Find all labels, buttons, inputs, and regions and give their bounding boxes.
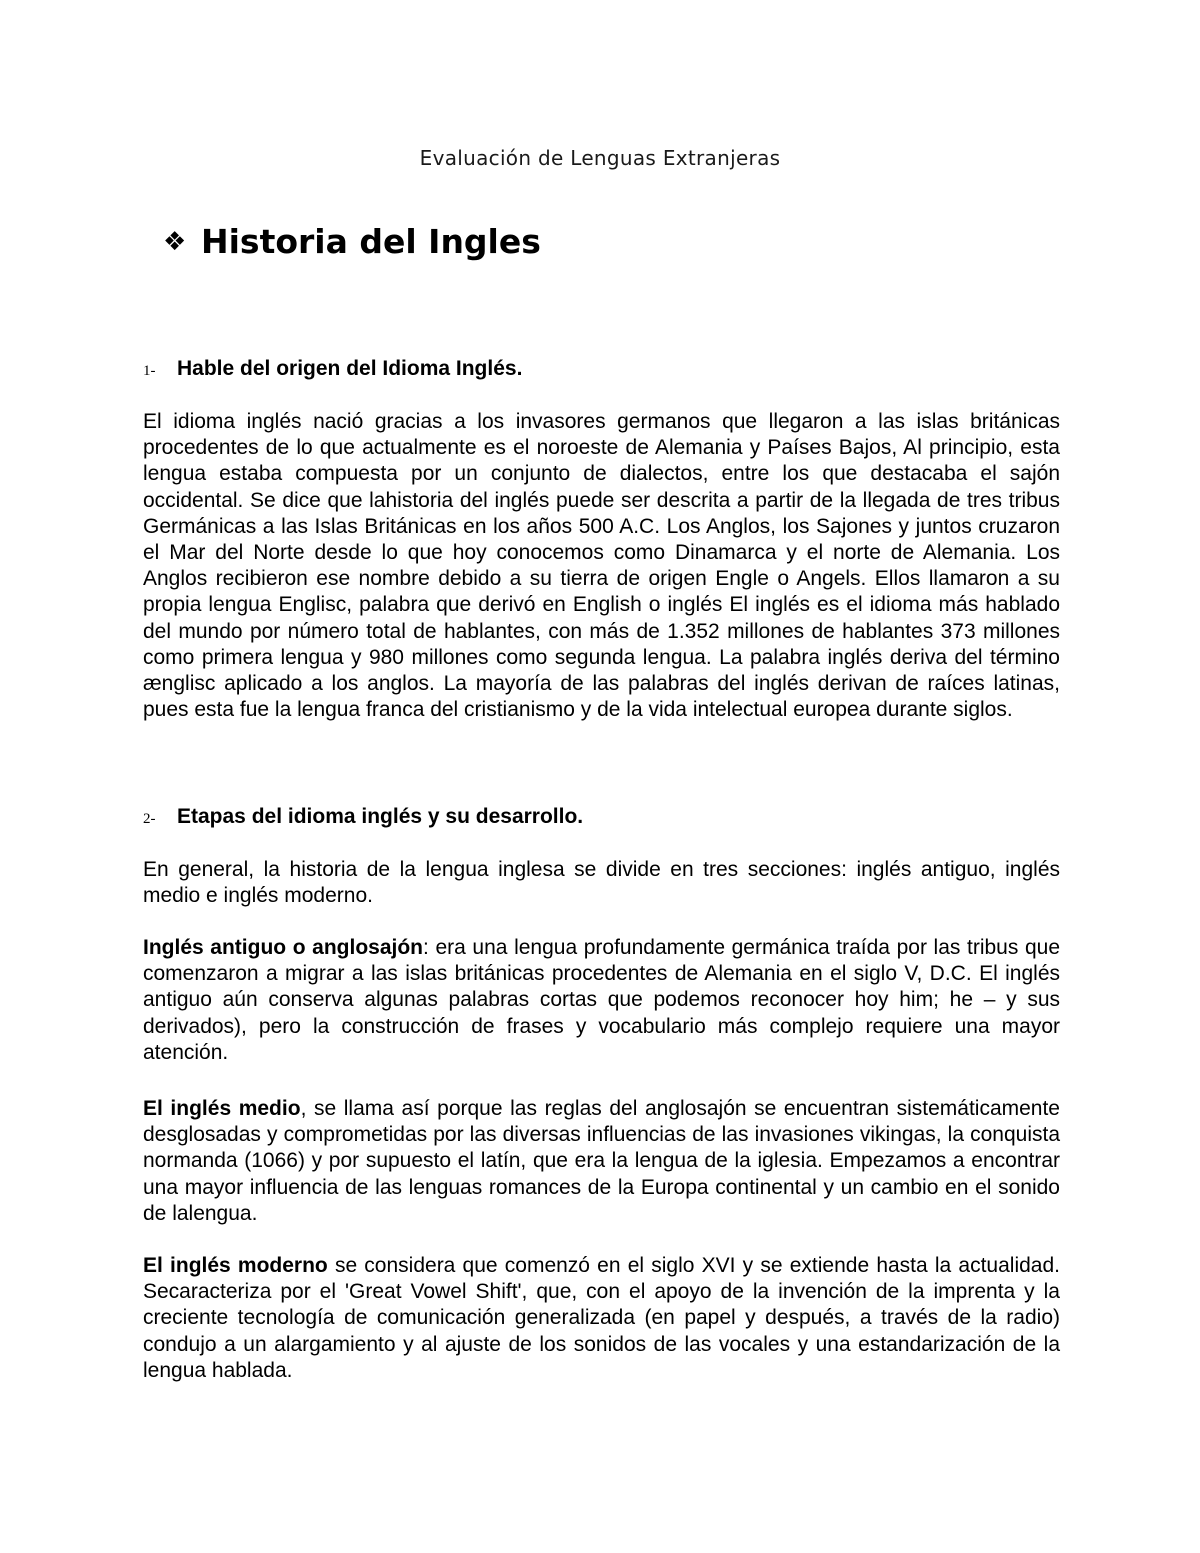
ingles-antiguo-lead: Inglés antiguo o anglosajón — [143, 936, 424, 959]
main-heading — [163, 222, 541, 261]
section-1-number: 1- — [143, 363, 156, 379]
ingles-moderno-text: se considera que comenzó en el siglo XVI y se extiende hasta la actualidad. Secaracteriza por el 'Great Vowel Shift', que, con el apoyo de la invención de la imprenta y la creciente tecnología de comunicación generalizada (en papel y después, a través de la radio) condujo a un alargamiento y al ajuste de los sonidos de las vocales y una estandarización de la lengua hablada. — [143, 1254, 1060, 1382]
section-1-paragraph: El idioma inglés nació gracias a los invasores germanos que llegaron a las islas británicas procedentes de lo que actualmente es el noroeste de Alemania y Países Bajos, Al principio, esta lengua estaba compuesta por un conjunto de dialectos, entre los que destacaba el sajón occidental. Se dice que lahistoria del inglés puede ser descrita a partir de la llegada de tres tribus Germánicas a las Islas Británicas en los años 500 A.C. Los Anglos, los Sajones y juntos cruzaron el Mar del Norte desde lo que hoy conocemos como Dinamarca y el norte de Alemania. Los Anglos recibieron ese nombre debido a su tierra de origen Engle o Angels. Ellos llamaron a su propia lengua Englisc, palabra que derivó en English o inglés El inglés es el idioma más hablado del mundo por número total de hablantes, con más de 1.352 millones de hablantes 373 millones como primera lengua y 980 millones como segunda lengua. La palabra inglés deriva del término ænglisc aplicado a los anglos. La mayoría de las palabras del inglés derivan de raíces latinas, pues esta fue la lengua franca del cristianismo y de la vida intelectual europea durante siglos. — [143, 410, 1060, 722]
ingles-antiguo-paragraph — [143, 935, 1060, 1066]
ingles-medio-lead: El inglés medio — [143, 1097, 301, 1120]
ingles-medio-paragraph — [143, 1096, 1060, 1227]
section-1-heading-text: Hable del origen del Idioma Inglés. — [177, 357, 523, 380]
ingles-moderno-lead: El inglés moderno — [143, 1254, 328, 1277]
section-1-heading — [143, 357, 522, 381]
document-title: Evaluación de Lenguas Extranjeras — [419, 146, 781, 170]
ingles-medio-text: , se llama así porque las reglas del anglosajón se encuentran sistemáticamente desglosadas y comprometidas por las diversas influencias de las invasiones vikingas, la conquista normanda (1066) y por supuesto el latín, que era la lengua de la iglesia. Empezamos a encontrar una mayor influencia de las lenguas romances de la Europa continental y un cambio en el sonido de lalengua. — [143, 1097, 1060, 1225]
section-2-intro: En general, la historia de la lengua inglesa se divide en tres secciones: inglés antiguo, inglés medio e inglés moderno. — [143, 858, 1060, 908]
section-2-heading-text: Etapas del idioma inglés y su desarrollo. — [177, 805, 584, 828]
ingles-moderno-paragraph — [143, 1253, 1060, 1384]
section-2-heading — [143, 805, 583, 829]
main-heading-text: Historia del Ingles — [201, 222, 541, 261]
section-2-number: 2- — [143, 811, 156, 827]
ingles-antiguo-text: : era una lengua profundamente germánica traída por las tribus que comenzaron a migrar a las islas británicas procedentes de Alemania en el siglo V, D.C. El inglés antiguo aún conserva algunas palabras cortas que podemos reconocer hoy him; he – y sus derivados), pero la construcción de frases y vocabulario más complejo requiere una mayor atención. — [143, 936, 1060, 1064]
diamond-bullet-icon: ❖ — [163, 226, 187, 257]
